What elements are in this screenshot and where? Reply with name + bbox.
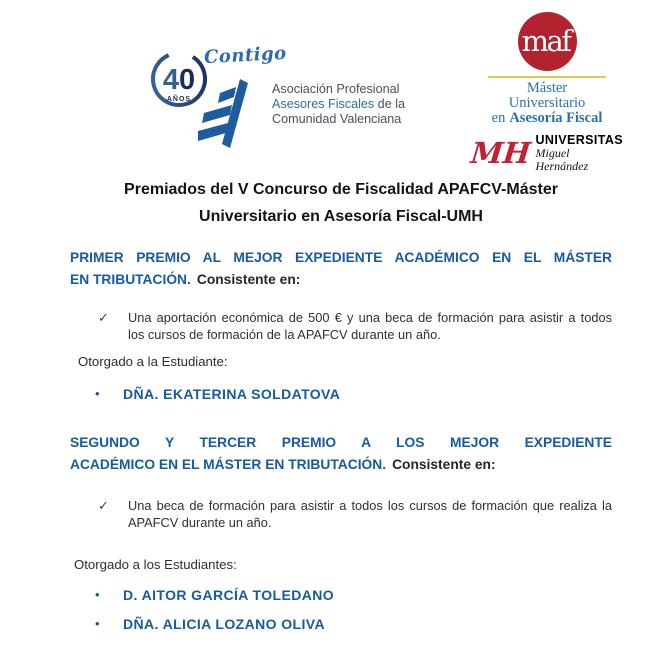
- section-primer-premio: [70, 247, 612, 402]
- org-line-2: Asesores Fiscales de la: [272, 97, 405, 111]
- apafcv-org-name: [272, 82, 405, 127]
- umh-logo: [469, 133, 624, 173]
- awarded-label: Otorgado a la Estudiante:: [78, 354, 228, 369]
- org-line-3: Comunidad Valenciana: [272, 112, 402, 126]
- maf-wordmark: maf: [521, 24, 570, 58]
- awardee-name: DÑA. EKATERINA SOLDATOVA: [123, 386, 341, 402]
- check-list-item: [70, 309, 612, 343]
- maf-title-line2: en Asesoría Fiscal: [491, 110, 603, 126]
- section-heading: [70, 432, 612, 475]
- title-line-2: Universitario en Asesoría Fiscal-UMH: [199, 208, 483, 225]
- umh-monogram-icon: MH: [469, 135, 533, 170]
- section-segundo-tercer-premio: [70, 432, 612, 632]
- awardee-item: [70, 587, 612, 603]
- check-item-text: Una aportación económica de 500 € y una beca de formación para asistir a todos los cursos de formación de la APAFCV durante un año.: [128, 310, 612, 342]
- gold-rule: [488, 76, 606, 78]
- umh-universitas: UNIVERSITAS: [535, 133, 624, 147]
- maf-circle-icon: [518, 12, 577, 71]
- check-item-text: Una beca de formación para asistir a todos los cursos de formación que realiza la APAFCV durante un año.: [128, 498, 612, 530]
- maf-umh-logo: [469, 12, 624, 173]
- bullet-icon: •: [95, 616, 100, 631]
- check-icon: ✓: [98, 310, 109, 325]
- maf-title-line1: Máster Universitario: [508, 80, 586, 111]
- section-heading: [70, 247, 612, 290]
- awardee-item: [70, 616, 612, 632]
- bullet-icon: •: [95, 386, 100, 401]
- heading-line-1: PRIMER PREMIO AL MEJOR EXPEDIENTE ACADÉMICO EN EL MÁSTER: [70, 250, 612, 265]
- awardee-list: [70, 587, 612, 632]
- awardee-name: D. AITOR GARCÍA TOLEDANO: [123, 587, 335, 603]
- apafcv-logo: [130, 35, 415, 150]
- title-line-1: Premiados del V Concurso de Fiscalidad APAFCV-Máster: [124, 181, 558, 198]
- badge-caption: AÑOS: [166, 96, 192, 103]
- umh-miguel-hernandez: Miguel Hernández: [535, 146, 589, 173]
- check-icon: ✓: [98, 498, 109, 513]
- check-list-item: [70, 497, 612, 531]
- badge-number: 40: [162, 64, 196, 96]
- bullet-icon: •: [95, 587, 100, 602]
- awardee-name: DÑA. ALICIA LOZANO OLIVA: [123, 616, 325, 632]
- awarded-label: Otorgado a los Estudiantes:: [74, 557, 237, 572]
- heading-line-1: SEGUNDO Y TERCER PREMIO A LOS MEJOR EXPEDIENTE: [70, 435, 612, 450]
- contigo-script: Contigo: [203, 42, 288, 69]
- page-title: [70, 176, 612, 230]
- heading-line-2: EN TRIBUTACIÓN. Consistente en:: [70, 271, 301, 287]
- apafcv-mark-icon: [198, 75, 250, 149]
- awardee-list: [70, 386, 612, 402]
- awardee-item: [70, 386, 612, 402]
- org-line-1: Asociación Profesional: [272, 82, 400, 96]
- document-content: [70, 176, 612, 632]
- heading-line-2: ACADÉMICO EN EL MÁSTER EN TRIBUTACIÓN. Consistente en:: [70, 456, 496, 472]
